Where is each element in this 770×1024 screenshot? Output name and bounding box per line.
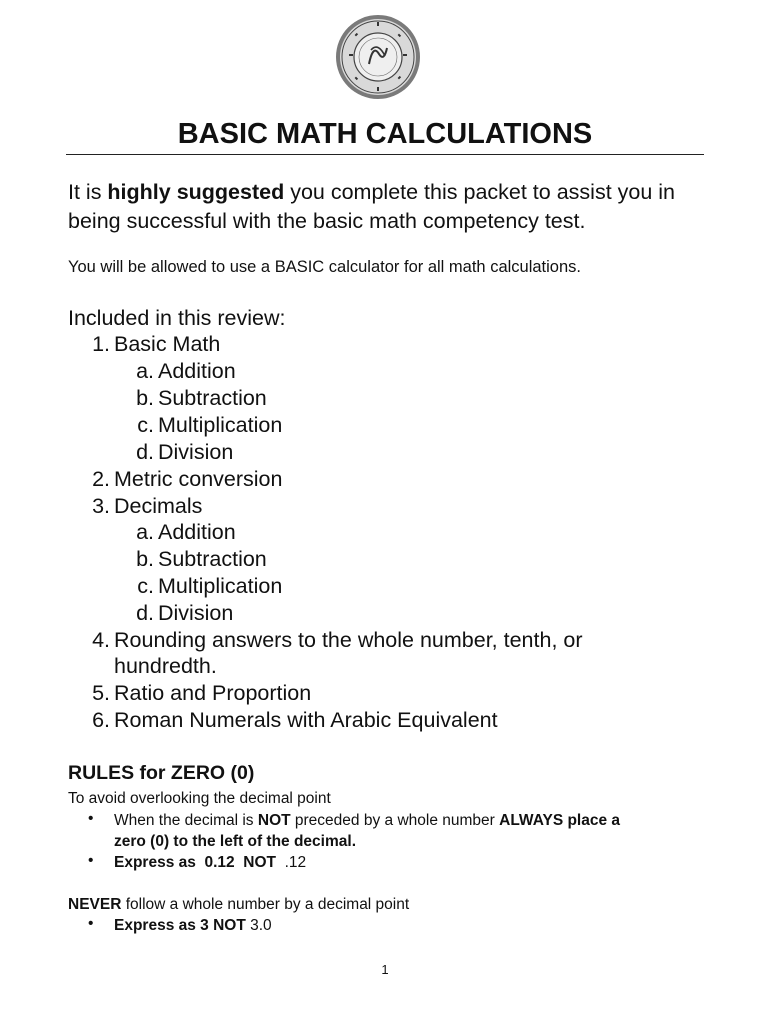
item-label: Addition [158,520,236,544]
item-letter: b. [136,547,154,571]
review-heading: Included in this review: [68,306,286,330]
rule-text: preceded by a whole number [290,812,500,829]
review-item-continuation: hundredth. [114,654,217,678]
rule-emphasis: Express as 0.12 NOT [114,854,276,871]
college-seal-icon [335,14,421,100]
item-letter: a. [136,520,154,544]
rule-emphasis: ALWAYS place a [499,812,621,829]
rule-bullet-1 [114,810,714,852]
review-subitem [130,358,236,385]
item-number: 5. [92,681,110,705]
rules-subheading: To avoid overlooking the decimal point [68,790,331,807]
review-subitem [130,412,282,439]
item-label: Multiplication [158,413,283,437]
rule-emphasis: NOT [257,812,291,829]
calculator-note: You will be allowed to use a BASIC calculator for all math calculations. [68,258,581,276]
item-letter: c. [137,413,154,437]
rule-text: .12 [275,854,307,871]
review-subitem [130,385,267,412]
rule-emphasis: zero (0) to the left of the decimal. [114,833,356,850]
review-item [86,493,202,520]
bullet-dot: • [88,810,94,827]
rule-text: When the decimal is [114,812,258,829]
bullet-dot: • [88,915,94,932]
review-item [86,707,498,734]
item-label: Subtraction [158,386,267,410]
review-subitem [130,600,233,627]
item-label: Basic Math [114,332,221,356]
rule-emphasis: Express as 3 NOT [114,917,246,934]
item-letter: c. [137,574,154,598]
item-letter: d. [136,440,154,464]
item-number: 1. [92,332,110,356]
rules-heading: RULES for ZERO (0) [68,762,255,784]
bullet-dot: • [88,852,94,869]
review-item [86,680,311,707]
item-letter: b. [136,386,154,410]
item-label: Division [158,601,234,625]
title-underline [66,154,704,155]
item-label: Decimals [114,494,203,518]
rule-bullet-2 [114,852,714,873]
item-number: 6. [92,708,110,732]
review-subitem [130,573,282,600]
page-title: BASIC MATH CALCULATIONS [177,118,593,150]
review-subitem [130,519,236,546]
rule-text: 3.0 [245,917,272,934]
review-subitem [130,546,267,573]
rule-text: follow a whole number by a decimal point [121,896,410,913]
item-label: Addition [158,359,236,383]
intro-paragraph [68,178,718,236]
item-label: Division [158,440,234,464]
intro-emphasis: highly suggested [107,180,285,204]
review-item [86,627,583,654]
intro-text-2: you complete this packet to assist you in being successful with the basic math competency test. [68,180,676,233]
item-label: Subtraction [158,547,267,571]
review-subitem [130,439,233,466]
intro-text-1: It is [68,180,108,204]
page-number: 1 [381,962,389,977]
rule-emphasis: NEVER [68,896,122,913]
never-rule [68,894,409,915]
review-item [86,466,282,493]
item-number: 3. [92,494,110,518]
item-label: Roman Numerals with Arabic Equivalent [114,708,498,732]
item-letter: a. [136,359,154,383]
item-label: Rounding answers to the whole number, tenth, or [114,628,583,652]
item-label: Metric conversion [114,467,283,491]
item-label: Ratio and Proportion [114,681,312,705]
rule-bullet-3 [114,915,714,936]
item-label: Multiplication [158,574,283,598]
item-number: 2. [92,467,110,491]
review-item [86,331,220,358]
item-number: 4. [92,628,110,652]
item-letter: d. [136,601,154,625]
